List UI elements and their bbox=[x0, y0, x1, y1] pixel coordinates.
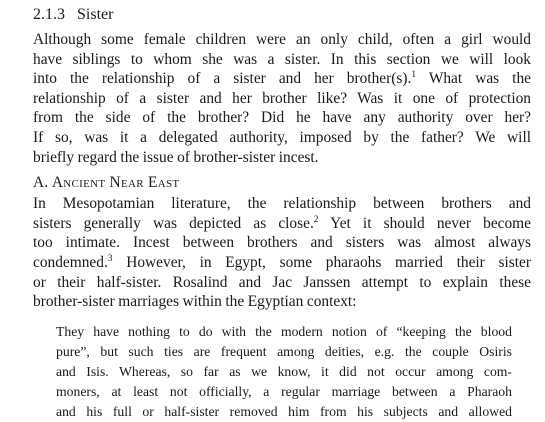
text-line bbox=[33, 253, 531, 273]
quote-line: pure”, but such ties are frequent among deities, e.g. the couple Osiris bbox=[56, 343, 512, 359]
quote-line: and Isis. Whereas, so far as we know, it did not occur among com- bbox=[56, 363, 512, 379]
footnote-marker[interactable]: 1 bbox=[411, 70, 417, 81]
text-line: In Mesopotamian literature, the relationship between brothers and bbox=[33, 195, 531, 213]
text-line: from the side of the brother? Did he have any authority over her? bbox=[33, 109, 531, 127]
text-fragment: sisters generally was depicted as close. bbox=[33, 214, 314, 232]
text-line: briefly regard the issue of brother-sister incest. bbox=[33, 148, 319, 166]
section-title: Sister bbox=[77, 6, 114, 23]
section-number: 2.1.3 bbox=[33, 6, 65, 23]
intro-paragraph bbox=[33, 30, 531, 167]
footnote-marker[interactable]: 3 bbox=[107, 253, 113, 264]
quote-line: They have nothing to do with the modern notion of “keeping the blood bbox=[56, 323, 512, 339]
text-fragment: Yet it should never become bbox=[318, 214, 531, 232]
subsection-heading: A. Ancient Near East bbox=[33, 174, 180, 192]
text-line: or their half-sister. Rosalind and Jac Janssen attempt to explain these bbox=[33, 273, 531, 291]
text-line: If so, was it a delegated authority, imposed by the father? We will bbox=[33, 128, 531, 146]
quote-line: and his full or half-sister removed him from his subjects and allowed bbox=[56, 403, 512, 419]
text-line: too intimate. Incest between brothers and sisters was almost always bbox=[33, 234, 531, 252]
footnote-marker[interactable]: 2 bbox=[313, 214, 319, 225]
text-fragment: However, in Egypt, some pharaohs married their sister bbox=[112, 253, 531, 271]
text-line: relationship of a sister and her brother like? Was it one of protection bbox=[33, 89, 531, 107]
quote-line: moners, at least not officially, a regular marriage between a Pharaoh bbox=[56, 383, 512, 399]
block-quote bbox=[56, 322, 512, 422]
text-fragment: What was the bbox=[416, 70, 531, 88]
text-line bbox=[33, 69, 531, 89]
text-line: have siblings to whom she was a sister. In this section we will look bbox=[33, 50, 531, 68]
text-fragment: condemned. bbox=[33, 253, 108, 271]
section-heading bbox=[33, 4, 531, 26]
text-fragment: into the relationship of a sister and her brother(s). bbox=[33, 70, 412, 88]
text-line bbox=[33, 214, 531, 234]
body-paragraph bbox=[33, 194, 531, 312]
text-line: Although some female children were an only child, often a girl would bbox=[33, 31, 531, 48]
page bbox=[33, 4, 531, 422]
text-line: brother-sister marriages within the Egyptian context: bbox=[33, 293, 357, 311]
